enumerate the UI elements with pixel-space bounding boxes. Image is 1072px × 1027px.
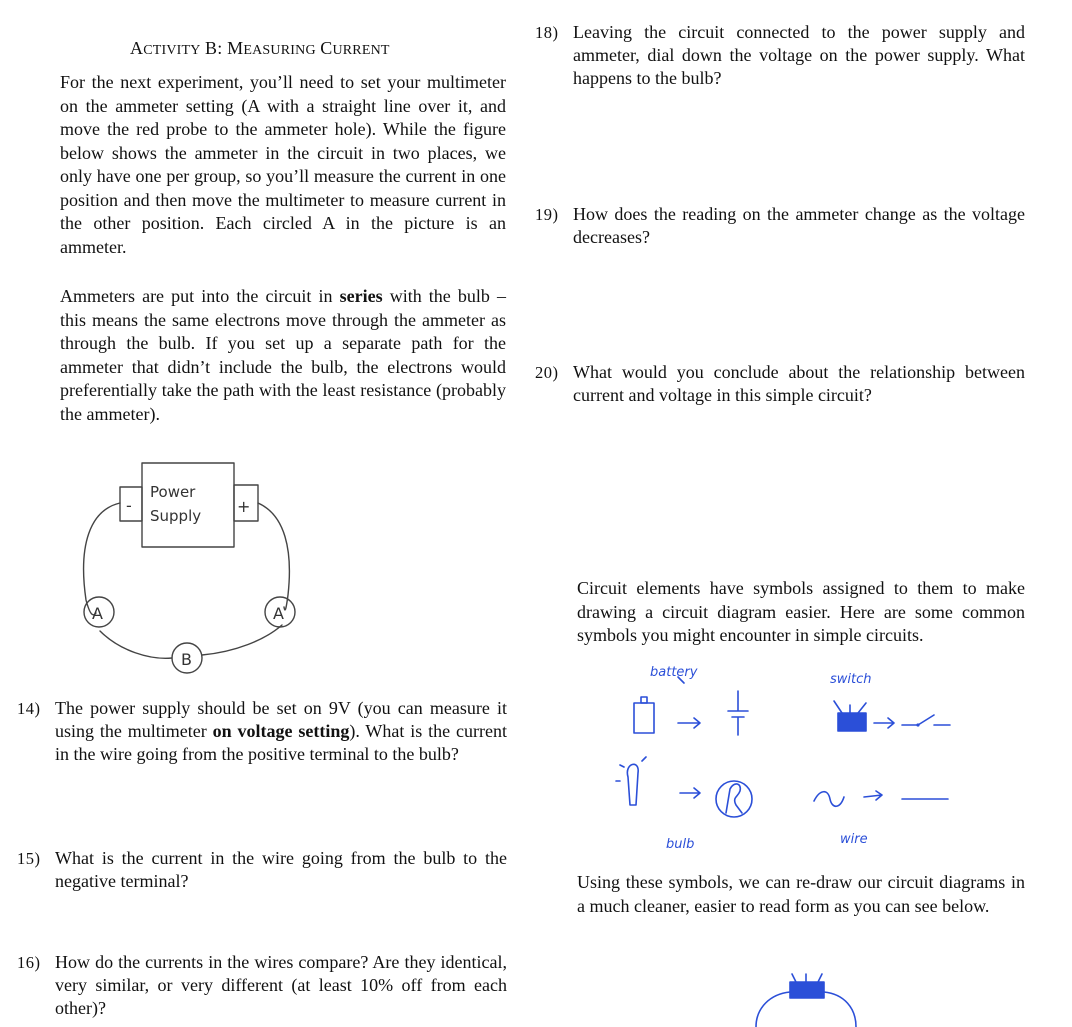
symbols-outro: Using these symbols, we can re-draw our circuit diagrams in a much cleaner, easier to read form as you can see below. (577, 872, 1025, 916)
wire-label: wire (840, 832, 868, 847)
right-wire (258, 503, 289, 610)
question-15: 15) What is the current in the wire going from the bulb to the negative terminal? (17, 848, 507, 891)
series-paragraph: Ammeters are put into the circuit in series with the bulb – this means the same electrons move through the ammeter as through the bulb. If you set up a separate path for the ammeter that didn’t include the bulb, the electrons would preferentially take the path with the least resistance (probably the ammeter). (60, 286, 506, 424)
redrawn-circuit-sketch (750, 968, 870, 1027)
minus-label: - (126, 496, 132, 515)
bottom-left-wire (100, 631, 172, 658)
question-19: 19) How does the reading on the ammeter change as the voltage decreases? (535, 204, 1025, 247)
switch-label: switch (830, 672, 872, 687)
symbols-sketch (600, 655, 980, 855)
redrawn-switch-icon (790, 982, 824, 998)
left-wire (84, 503, 120, 615)
plus-label: + (237, 497, 251, 516)
bottom-right-wire (202, 625, 282, 655)
bulb-label: bulb (666, 837, 695, 852)
battery-symbol-icon (728, 691, 748, 735)
circuit-sketch (60, 455, 320, 680)
question-14: 14) The power supply should be set on 9V (you can measure it using the multimeter on voltage setting). What is the current in the wire going from the positive terminal to the bulb? (17, 698, 507, 764)
arrow-icon (678, 718, 700, 728)
bulb-symbol-icon (716, 781, 752, 817)
svg-text:B: B (181, 650, 192, 669)
supply-label: Supply (150, 507, 202, 525)
power-supply-box (142, 463, 234, 547)
switch-drawing-icon (838, 713, 866, 731)
wire-drawing-icon (814, 792, 844, 807)
question-16: 16) How do the currents in the wires compare? Are they identical, very similar, or very different (at least 10% off from each other)? (17, 952, 507, 1018)
svg-text:A: A (273, 604, 284, 623)
question-18: 18) Leaving the circuit connected to the power supply and ammeter, dial down the voltage on the power supply. What happens to the bulb? (535, 22, 1025, 88)
symbols-intro: Circuit elements have symbols assigned to them to make drawing a circuit diagram easier. Here are some common symbols you might encounter in simple circuits. (577, 578, 1025, 645)
switch-symbol-icon (902, 715, 950, 725)
battery-label: battery (650, 665, 698, 680)
bulb-drawing-icon (627, 764, 638, 805)
question-20: 20) What would you conclude about the relationship between current and voltage in this simple circuit? (535, 362, 1025, 405)
activity-title: ACTIVITY B: MEASURING CURRENT (130, 38, 390, 58)
intro-paragraph: For the next experiment, you’ll need to set your multimeter on the ammeter setting (A with a straight line over it, and move the red probe to the ammeter hole). While the figure below shows the ammeter in the circuit in two places, we only have one per group, so you’ll measure the current in one position and then move the multimeter to measure current in the other position. Each circled A in the picture is an ammeter. (60, 72, 506, 257)
battery-drawing-icon (634, 703, 654, 733)
svg-text:A: A (92, 604, 103, 623)
power-label: Power (150, 483, 196, 501)
